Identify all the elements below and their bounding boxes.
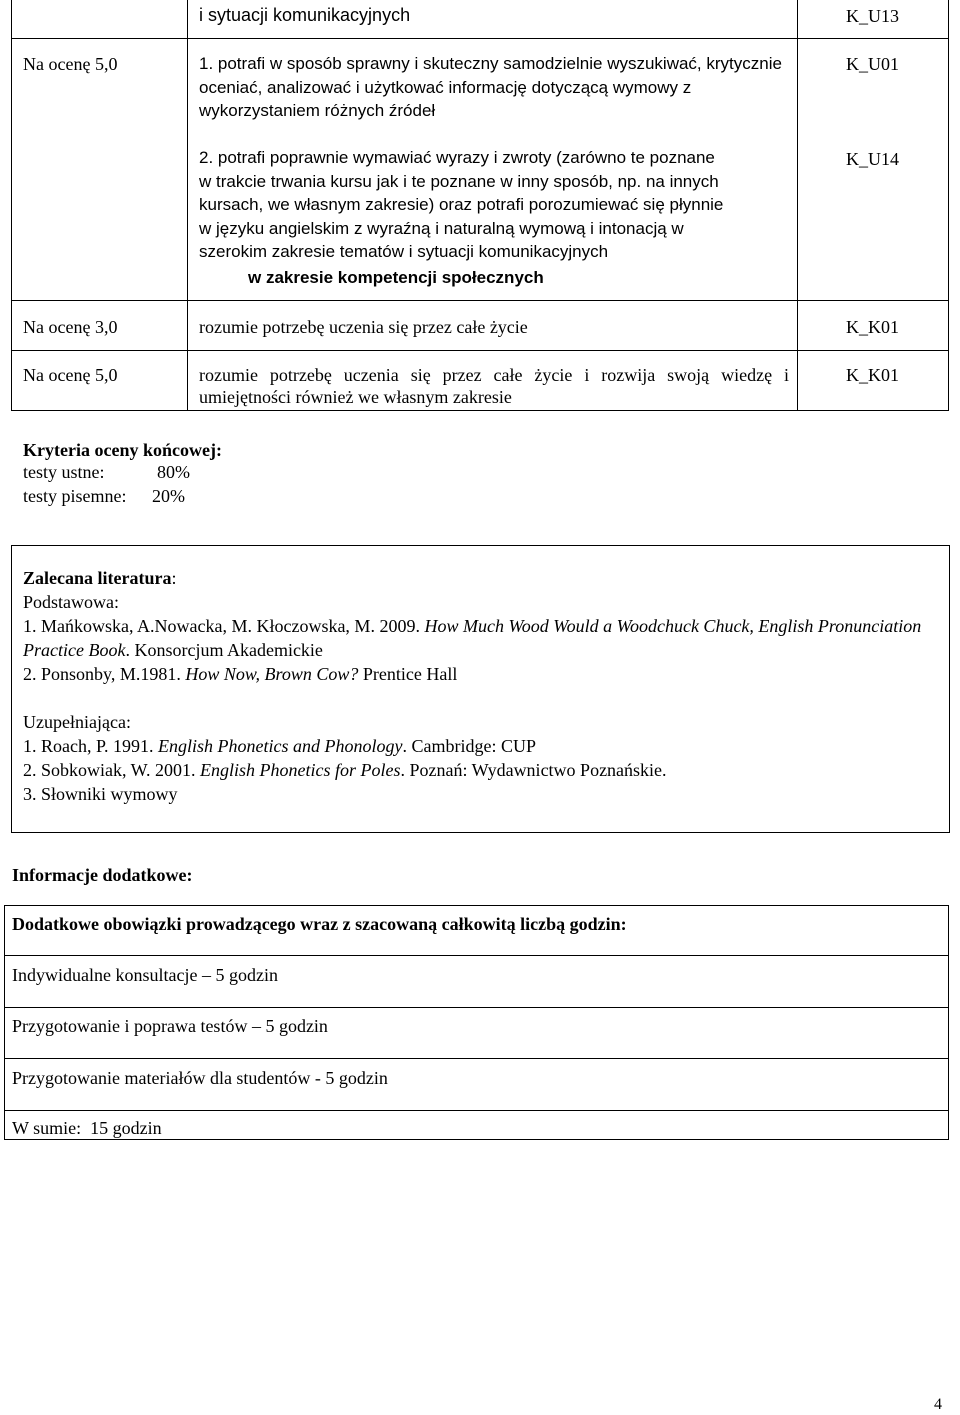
literature-item-publisher: . Poznań: Wydawnictwo Poznańskie.	[400, 760, 667, 780]
social-code-5: K_K01	[846, 365, 899, 385]
social-text-5: rozumie potrzebę uczenia się przez całe życie i rozwija swoją wiedzę i umiejętności również we własnym zakresie	[199, 365, 789, 407]
skill-item-2-line: w trakcie trwania kursu jak i te poznane w inny sposób, np. na innych	[199, 171, 719, 191]
duties-heading: Dodatkowe obowiązki prowadzącego wraz z szacowaną całkowitą liczbą godzin:	[12, 914, 627, 934]
page-number: 4	[934, 1396, 942, 1413]
final-criteria-heading: Kryteria oceny końcowej:	[23, 440, 222, 460]
grade-label: Na ocenę 5,0	[23, 54, 118, 74]
duty-item: Przygotowanie i poprawa testów – 5 godzin	[12, 1016, 328, 1036]
literature-item-authors: 1. Mańkowska, A.Nowacka, M. Kłoczowska, M. 2009.	[23, 616, 425, 636]
literature-heading-colon: :	[171, 568, 177, 588]
skill-item-2-line: w języku angielskim z wyraźną i naturalną wymową i intonacją w	[199, 218, 684, 238]
literature-section	[23, 566, 943, 806]
duty-total: W sumie: 15 godzin	[12, 1118, 162, 1138]
skill-item-2-line: kursach, we własnym zakresie) oraz potrafi porozumiewać się płynnie	[199, 195, 724, 214]
criteria-label: testy ustne:	[23, 462, 105, 482]
top-row-code: K_U13	[846, 6, 899, 26]
skill-item-2	[199, 146, 799, 264]
social-code-3: K_K01	[846, 317, 899, 337]
criteria-value: 80%	[157, 462, 190, 482]
literature-item-title: English Phonetics and Phonology	[158, 736, 403, 756]
literature-item-authors: 2. Ponsonby, M.1981.	[23, 664, 186, 684]
literature-item-authors: 1. Roach, P. 1991.	[23, 736, 158, 756]
literature-item	[23, 758, 943, 782]
literature-item-title: How Much Wood Would a Woodchuck Chuck, English Pronunciation Practice Book	[23, 616, 922, 660]
literature-item	[23, 782, 943, 806]
literature-item-authors: 2. Sobkowiak, W. 2001.	[23, 760, 201, 780]
literature-item-publisher: . Cambridge: CUP	[402, 736, 536, 756]
duty-item: Przygotowanie materiałów dla studentów - 5 godzin	[12, 1068, 388, 1088]
literature-basic-label: Podstawowa:	[23, 592, 119, 612]
literature-item	[23, 734, 943, 758]
criteria-value: 20%	[152, 486, 185, 506]
literature-heading-line	[23, 566, 943, 590]
skill-item-1: 1. potrafi w sposób sprawny i skuteczny samodzielnie wyszukiwać, krytycznie oceniać, analizować i użytkować informację dotyczącą wymowy z wykorzystaniem różnych źródeł	[199, 54, 782, 120]
skill-item-2-line: szerokim zakresie tematów i sytuacji komunikacyjnych	[199, 242, 609, 261]
literature-heading: Zalecana literatura	[23, 568, 172, 588]
additional-info-heading: Informacje dodatkowe:	[12, 865, 193, 885]
top-row-text: i sytuacji komunikacyjnych	[199, 5, 411, 25]
literature-item	[23, 614, 941, 662]
literature-supplementary-label: Uzupełniająca:	[23, 712, 131, 732]
literature-item	[23, 662, 943, 686]
skill-code-2: K_U14	[846, 149, 899, 169]
grade-label: Na ocenę 3,0	[23, 317, 118, 337]
duty-item: Indywidualne konsultacje – 5 godzin	[12, 965, 278, 985]
skill-code-1: K_U01	[846, 54, 899, 74]
literature-item-title: How Now, Brown Cow?	[185, 664, 359, 684]
literature-item-publisher: . Konsorcjum Akademickie	[125, 640, 323, 660]
skill-item-2-line: 2. potrafi poprawnie wymawiać wyrazy i zwroty (zarówno te poznane	[199, 148, 715, 167]
literature-item-authors: 3. Słowniki wymowy	[23, 784, 178, 804]
social-text-3: rozumie potrzebę uczenia się przez całe życie	[199, 317, 528, 337]
grade-label: Na ocenę 5,0	[23, 365, 118, 385]
literature-item-publisher: Prentice Hall	[358, 664, 458, 684]
criteria-label: testy pisemne:	[23, 486, 127, 506]
literature-item-title: English Phonetics for Poles	[200, 760, 401, 780]
section-heading-social: w zakresie kompetencji społecznych	[248, 268, 544, 287]
